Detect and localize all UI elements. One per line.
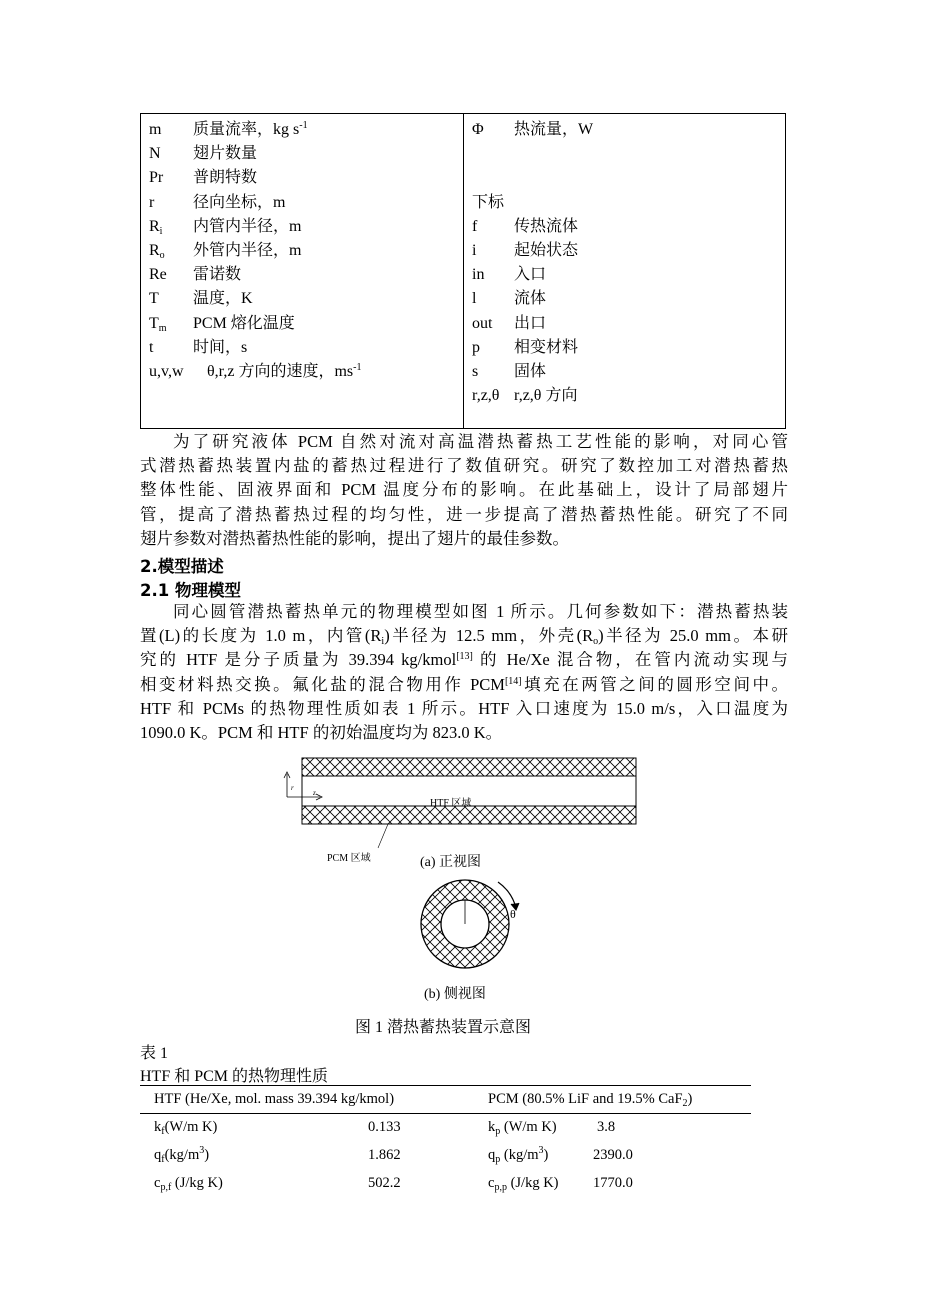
properties-table bbox=[140, 1085, 751, 1205]
nomenclature-entry bbox=[472, 360, 593, 384]
nomenclature-description: 内管内半径，m bbox=[193, 217, 302, 235]
nomenclature-box bbox=[140, 113, 786, 429]
nomenclature-description: 入口 bbox=[514, 266, 547, 284]
nomenclature-description: 翅片数量 bbox=[193, 145, 258, 163]
nomenclature-subscript: i bbox=[159, 225, 163, 237]
nomenclature-symbol: in bbox=[472, 266, 485, 284]
table-title: HTF 和 PCM 的热物理性质 bbox=[140, 1068, 329, 1085]
subscript: p bbox=[495, 1154, 501, 1165]
figure-caption: 图 1 潜热蓄热装置示意图 bbox=[355, 1019, 532, 1036]
superscript: 3 bbox=[538, 1145, 544, 1156]
nomenclature-symbol: T bbox=[149, 290, 159, 308]
nomenclature-symbol: u,v,w bbox=[149, 362, 184, 380]
nomenclature-divider bbox=[463, 114, 464, 428]
table-left-property: $q_f(kg/m^3)$ bbox=[154, 1145, 210, 1165]
nomenclature-subscript: m bbox=[158, 322, 167, 334]
model-line: 置(L)的长度为 1.0 m，内管$(R_i)$半径为 12.5 mm，外壳$(R_o)$半径为 25.0 mm。本研 bbox=[140, 626, 788, 648]
nomenclature-entry bbox=[149, 287, 361, 311]
nomenclature-description: 起始状态 bbox=[514, 241, 579, 259]
nomenclature-description: r,z,θ 方向 bbox=[514, 387, 578, 405]
pcm-leader-line bbox=[378, 824, 388, 848]
r-axis-label: r bbox=[291, 784, 294, 792]
nomenclature-symbol: l bbox=[472, 290, 477, 308]
figure-1-schematic bbox=[280, 752, 650, 1007]
nomenclature-entry bbox=[149, 263, 361, 287]
nomenclature-right-column bbox=[472, 118, 593, 408]
nomenclature-symbol: i bbox=[472, 241, 477, 259]
intro-line: 式潜热蓄热装置内盐的蓄热过程进行了数值研究。研究了数控加工对潜热蓄热 bbox=[140, 456, 788, 476]
pcm-region-top bbox=[302, 758, 636, 776]
nomenclature-symbol: 下标 bbox=[472, 193, 505, 211]
nomenclature-subscript: o bbox=[159, 249, 165, 261]
nomenclature-description: 出口 bbox=[514, 314, 547, 332]
nomenclature-symbol: r,z,θ bbox=[472, 387, 500, 405]
nomenclature-description: 外管内半径，m bbox=[193, 241, 302, 259]
citation-13[interactable]: [13] bbox=[456, 651, 473, 663]
table-left-value: 502.2 bbox=[368, 1175, 401, 1191]
nomenclature-description: 普朗特数 bbox=[193, 169, 258, 187]
nomenclature-entry bbox=[149, 360, 361, 384]
model-line: HTF 和 PCMs 的热物理性质如表 1 所示。HTF 入口速度为 15.0 m/s，入口温度为 bbox=[140, 698, 788, 718]
nomenclature-entry bbox=[472, 142, 593, 166]
table-left-property: $k_f(W/m$ K) bbox=[154, 1119, 218, 1137]
nomenclature-symbol: Re bbox=[149, 266, 167, 284]
nomenclature-symbol: $R_o$ bbox=[149, 241, 165, 261]
table-right-property: $k_p$ (W/m K) bbox=[488, 1119, 557, 1137]
citation-14[interactable]: [14] bbox=[504, 675, 522, 687]
table-right-property: $c_{p,p}$ (J/kg K) bbox=[488, 1175, 559, 1193]
nomenclature-entry bbox=[472, 118, 593, 142]
nomenclature-description: 固体 bbox=[514, 362, 547, 380]
nomenclature-description: 时间，s bbox=[193, 338, 248, 356]
table-header-htf: HTF (He/Xe, mol. mass 39.394 kg/kmol) bbox=[154, 1091, 395, 1107]
nomenclature-entry bbox=[472, 239, 593, 263]
nomenclature-entry bbox=[149, 142, 361, 166]
intro-paragraph bbox=[140, 430, 788, 551]
nomenclature-description: 传热流体 bbox=[514, 217, 579, 235]
nomenclature-entry bbox=[149, 215, 361, 239]
table-right-property: $q_p$ $(kg/m^3)$ bbox=[488, 1145, 549, 1165]
nomenclature-description: 雷诺数 bbox=[193, 266, 242, 284]
subscript: f bbox=[161, 1126, 165, 1137]
pcm-label: PCM 区域 bbox=[327, 853, 371, 864]
subscript: p bbox=[495, 1126, 501, 1137]
nomenclature-symbol: r bbox=[149, 193, 155, 211]
table-header-rule bbox=[140, 1113, 751, 1114]
nomenclature-entry bbox=[472, 336, 593, 360]
side-view-caption: (b) 侧视图 bbox=[424, 987, 486, 1002]
section-title: 2.模型描述 bbox=[140, 557, 224, 576]
model-paragraph bbox=[140, 600, 788, 745]
nomenclature-entry bbox=[149, 312, 361, 336]
nomenclature-description: 流体 bbox=[514, 290, 547, 308]
z-axis-label: z bbox=[313, 789, 316, 797]
nomenclature-description: θ,r,z 方向的速度，ms bbox=[207, 362, 354, 380]
nomenclature-entry bbox=[149, 336, 361, 360]
model-line: 相变材料热交换。氟化盐的混合物用作 PCM[14]填充在两管之间的圆形空间中。 bbox=[140, 674, 788, 694]
nomenclature-entry bbox=[149, 191, 361, 215]
nomenclature-symbol: s bbox=[472, 362, 479, 380]
nomenclature-entry bbox=[472, 263, 593, 287]
nomenclature-symbol: N bbox=[149, 145, 161, 163]
theta-label: θ bbox=[510, 907, 516, 921]
subscript: p,f bbox=[160, 1182, 172, 1193]
nomenclature-description: 相变材料 bbox=[514, 338, 579, 356]
model-line: 1090.0 K。PCM 和 HTF 的初始温度均为 823.0 K。 bbox=[140, 722, 503, 742]
table-right-value: 3.8 bbox=[597, 1119, 616, 1135]
nomenclature-symbol: $T_m$ bbox=[149, 314, 167, 334]
htf-label: HTF 区域 bbox=[430, 798, 472, 809]
nomenclature-symbol: t bbox=[149, 338, 154, 356]
nomenclature-superscript: -1 bbox=[353, 361, 362, 373]
subscript: f bbox=[161, 1154, 165, 1165]
subsection-title: 2.1 物理模型 bbox=[140, 581, 241, 600]
nomenclature-description: PCM 熔化温度 bbox=[193, 314, 295, 332]
nomenclature-entry bbox=[472, 287, 593, 311]
intro-line: 整体性能、固液界面和 PCM 温度分布的影响。在此基础上，设计了局部翅片 bbox=[140, 480, 788, 500]
nomenclature-symbol: f bbox=[472, 217, 478, 235]
intro-line: 为了研究液体 PCM 自然对流对高温潜热蓄热工艺性能的影响，对同心管 bbox=[173, 432, 788, 451]
nomenclature-symbol: Pr bbox=[149, 169, 164, 187]
nomenclature-description: 径向坐标，m bbox=[193, 193, 286, 211]
nomenclature-description: 质量流率，kg s bbox=[193, 121, 300, 138]
table-right-value: 2390.0 bbox=[593, 1147, 633, 1163]
intro-line: 管，提高了潜热蓄热过程的均匀性，进一步提高了潜热蓄热性能。研究了不同 bbox=[140, 504, 788, 524]
model-line: 究的 HTF 是分子质量为 39.394 kg/kmol[13] 的 He/Xe 混合物，在管内流动实现与 bbox=[140, 650, 788, 670]
table-label: 表 1 bbox=[140, 1045, 169, 1062]
nomenclature-entry bbox=[472, 384, 593, 408]
nomenclature-entry bbox=[149, 239, 361, 263]
subscript: p,p bbox=[494, 1182, 507, 1193]
nomenclature-symbol: out bbox=[472, 314, 493, 332]
nomenclature-entry bbox=[472, 312, 593, 336]
nomenclature-left-column bbox=[149, 118, 361, 384]
table-left-value: 0.133 bbox=[368, 1119, 401, 1135]
nomenclature-symbol: m bbox=[149, 121, 162, 138]
nomenclature-entry bbox=[149, 166, 361, 190]
model-line: 同心圆管潜热蓄热单元的物理模型如图 1 所示。几何参数如下：潜热蓄热装 bbox=[173, 602, 788, 621]
intro-line: 翅片参数对潜热蓄热性能的影响，提出了翅片的最佳参数。 bbox=[140, 528, 569, 548]
nomenclature-entry bbox=[472, 166, 593, 190]
nomenclature-entry bbox=[472, 191, 593, 215]
superscript: 3 bbox=[199, 1145, 205, 1156]
nomenclature-entry bbox=[149, 118, 361, 142]
table-header-pcm: PCM (80.5% LiF and 19.5% CaF$_2$) bbox=[488, 1091, 693, 1109]
front-view-caption: (a) 正视图 bbox=[420, 855, 482, 870]
table-left-property: $c_{p,f}$ (J/kg K) bbox=[154, 1175, 223, 1193]
nomenclature-symbol: p bbox=[472, 338, 480, 356]
table-right-value: 1770.0 bbox=[593, 1175, 633, 1191]
nomenclature-description: 温度，K bbox=[193, 290, 253, 308]
nomenclature-symbol: Φ bbox=[472, 121, 484, 138]
nomenclature-symbol: $R_i$ bbox=[149, 217, 163, 237]
nomenclature-entry bbox=[472, 215, 593, 239]
table-top-rule bbox=[140, 1085, 751, 1086]
nomenclature-description: 热流量，W bbox=[514, 121, 594, 138]
table-left-value: 1.862 bbox=[368, 1147, 401, 1163]
nomenclature-superscript: -1 bbox=[299, 120, 308, 131]
